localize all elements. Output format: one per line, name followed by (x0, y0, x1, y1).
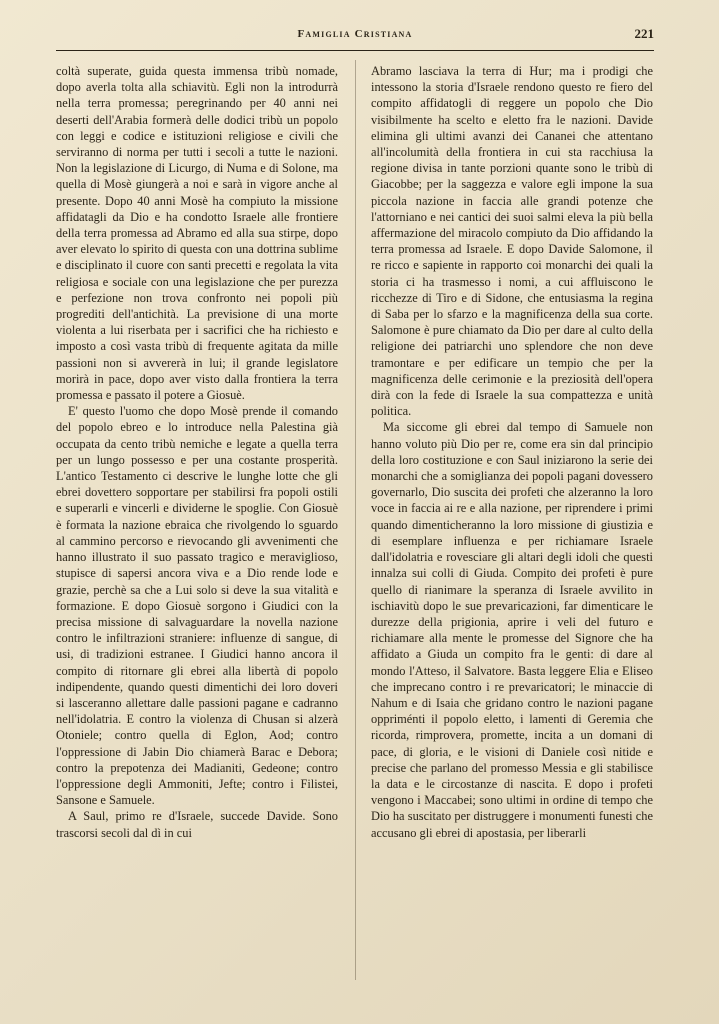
page-number: 221 (634, 26, 654, 41)
paragraph: Ma siccome gli ebrei dal tempo di Samuele non hanno voluto più Dio per re, come era sin dal principio della loro costituzione e con Saul iniziarono la serie dei monarchi che a somiglianza dei popoli pagani dovessero governarlo, Dio suscita dei profeti che alzeranno la loro voce in faccia ai re e alla nazione, per riprendere i primi quando dimenticheranno la loro missione di giustizia e di esemplare influenza e per richiamare Israele dall'idolatria e rovesciare gli altari degli idoli che questi innalza sui colli di Giuda. Compito dei profeti è pure quello di rianimare la speranza di Israele avvilito in ischiavitù dopo le sue prevaricazioni, far dimenticare le durezze della prigionia, aprire i veli del futuro e richiamare alla mente le promesse del Signore che ha affidato a Giuda un compito fra le genti: di dare al mondo l'Atteso, il Salvatore. Basta leggere Elia e Eliseo che imprecano contro i re prevaricatori; le minaccie di Nahum e di Isaia che gridano contro le nazioni pagane oppriménti il popolo eletto, i lamenti di Geremia che ricorda, rimprovera, promette, incita a un domani di pace, di gloria, e le visioni di Daniele così nitide e precise che parlano del promesso Messia e gli stabilisce la data e le circostanze di nascita. E dopo i profeti vengono i Maccabei; sono ultimi in ordine di tempo che Dio ha suscitato per distruggere i monumenti funesti che accusano gli ebrei di apostasia, per liberarli (371, 420, 653, 840)
journal-title: Famiglia Cristiana (297, 28, 413, 40)
header-rule (56, 50, 654, 51)
right-column (371, 63, 653, 841)
paragraph: E' questo l'uomo che dopo Mosè prende il comando del popolo ebreo e lo introduce nella Palestina già occupata da cento tribù nemiche e legate a quella terra per un lungo possesso e per una costante prosperità. L'antico Testamento ci descrive le lunghe lotte che gli ebrei dovettero sopportare per stabilirsi fra popoli ostili e superarli e vincerli e dividerne le spoglie. Con Giosuè è formata la nazione ebraica che rivolgendo lo sguardo al cammino percorso e rievocando gli avvenimenti che hanno illustrato il suo passato tragico e meraviglioso, stupisce di sapersi ancora viva e a Dio rende lode e grazie, perchè sa che a Lui solo si deve la sua vitalità e formazione. E dopo Giosuè sorgono i Giudici con la precisa missione di salvaguardare la novella nazione contro le infiltrazioni straniere: influenze di sangue, di usi, di tradizioni estranee. I Giudici hanno ancora il compito di ritornare gli ebrei alla libertà di popolo indipendente, quando questi dimentichi dei loro doveri si lasceranno allettare dalle passioni pagane e cadranno nell'idolatria. E contro la violenza di Chusan si alzerà Otoniele; contro quella di Eglon, Aod; contro l'oppressione di Jabin Dio chiamerà Barac e Debora; contro la prepotenza dei Madianiti, Gedeone; contro l'oppressione degli Ammoniti, Jefte; contro i Filistei, Sansone e Samuele. (56, 404, 338, 808)
column-divider (355, 60, 356, 980)
paragraph: Abramo lasciava la terra di Hur; ma i prodigi che intessono la storia d'Israele rendono questo re fiero del compito affidatogli di reggere un popolo che Dio visibilmente ha scelto e eletto fra le nazioni. Davide elimina gli ultimi avanzi dei Cananei che attentano all'incolumità della frontiera in cui sta racchiusa la regione divisa in tante porzioni quante sono le tribù di Giacobbe; per la saggezza e valore egli impone la sua piccola nazione in faccia alle grandi potenze che l'attorniano e nei cantici dei suoi salmi eleva la più bella affermazione del miracolo compiuto da Dio affidando la terra promessa ad Israele. E dopo Davide Salomone, il re ricco e sapiente in rapporto coi monarchi dei quali la storia ci ha trasmesso i nomi, a cui affluiscono le ricchezze di Tiro e di Sidone, che entusiasma la regina di Saba per lo sfarzo e la magnificenza della sua corte. Salomone è pure chiamato da Dio per dare al culto della religione dei patriarchi uno splendore che non deve tramontare e per edificare un tempio che per la magnificenza delle cerimonie e la preziosità dell'opera dirà con la fede di Israele la sua compattezza e unità politica. (371, 64, 653, 419)
left-column (56, 63, 338, 841)
paragraph: A Saul, primo re d'Israele, succede Davide. Sono trascorsi secoli dal dì in cui (56, 809, 338, 840)
running-header (56, 26, 654, 48)
paragraph: coltà superate, guida questa immensa tribù nomade, dopo averla tolta alla schiavitù. Egli non la introdurrà nella terra promessa; peregrinando per 40 anni nei deserti dell'Arabia formerà delle dodici tribù un popolo con leggi e codice e istituzioni religiose e civili che serviranno di norma per tutti i secoli a tutte le nazioni. Non la legislazione di Licurgo, di Numa e di Solone, ma quella di Mosè giungerà a noi e sarà in vigore anche al presente. Dopo 40 anni Mosè ha compiuto la missione affidatagli da Dio e ha condotto Israele alle frontiere della terra promessa ad Abramo ed alla sua stirpe, dopo aver elevato lo spirito di questa con una dottrina sublime e disciplinato il cuore con santi precetti e regolata la vita religiosa e sociale con una legislazione che per purezza e perfezione non trova confronto nei popoli più progrediti dell'antichità. La previsione di una morte violenta a lui riserbata per i sacrifici che ha richiesto e imposto a così vasta tribù di frequente agitata da mille passioni non si avvererà in lui; il grande legislatore morirà in pace, dopo aver visto dalla frontiera la terra promessa e passato il potere a Giosuè. (56, 64, 338, 403)
